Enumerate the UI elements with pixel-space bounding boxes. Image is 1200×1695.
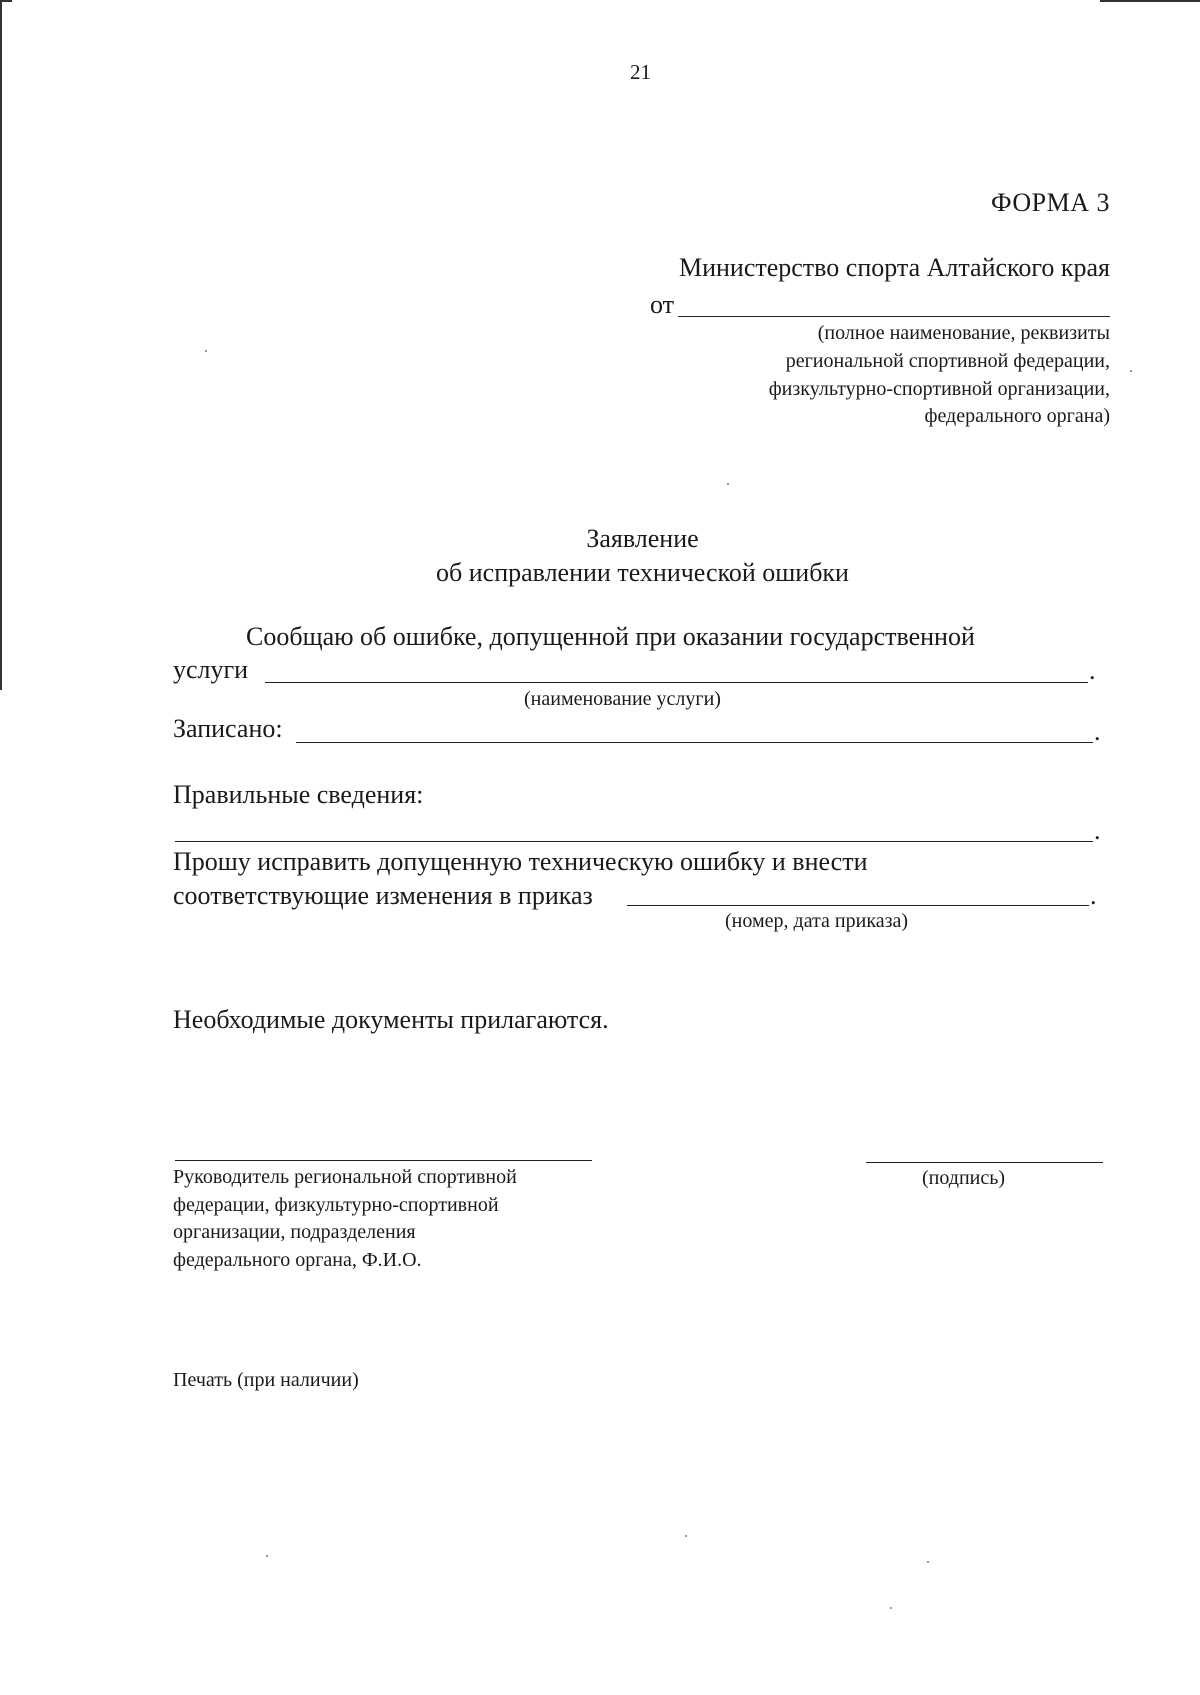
documents-attached-text: Необходимые документы прилагаются.: [173, 1005, 609, 1034]
from-label: от: [650, 290, 675, 319]
signature-blank-line: [866, 1162, 1103, 1163]
position-line: федерации, физкультурно-спортивной: [173, 1194, 499, 1216]
position-line: Руководитель региональной спортивной: [173, 1166, 517, 1188]
recorded-label: Записано:: [173, 714, 283, 743]
service-hint: (наименование услуги): [524, 688, 721, 710]
correct-info-line-dot: .: [1094, 816, 1101, 845]
document-title: Заявление: [586, 524, 699, 553]
correct-info-blank-line: [175, 841, 1093, 842]
scan-speck: [685, 1535, 687, 1537]
name-blank-line: [175, 1160, 592, 1161]
signature-hint: (подпись): [922, 1167, 1006, 1189]
recorded-line-dot: .: [1094, 717, 1101, 746]
document-subtitle: об исправлении технической ошибки: [436, 558, 849, 587]
order-line-dot: .: [1090, 881, 1097, 910]
form-label: ФОРМА 3: [991, 188, 1110, 217]
scan-edge-top: [0, 0, 12, 2]
addressee: Министерство спорта Алтайского края: [678, 253, 1110, 282]
from-hint-line: федерального органа): [924, 405, 1110, 427]
scan-edge-top-right: [1100, 0, 1200, 2]
from-hint-line: физкультурно-спортивной организации,: [768, 378, 1110, 400]
request-text-continued: соответствующие изменения в приказ: [173, 881, 593, 910]
position-line: организации, подразделения: [173, 1221, 416, 1243]
scan-speck: [1130, 370, 1132, 372]
position-line: федерального органа, Ф.И.О.: [173, 1249, 422, 1271]
page-number: 21: [630, 60, 651, 84]
service-line-dot: .: [1089, 656, 1096, 685]
order-hint: (номер, дата приказа): [725, 910, 909, 932]
from-hint-line: региональной спортивной федерации,: [785, 350, 1110, 372]
scan-speck: [927, 1561, 929, 1563]
correct-info-label: Правильные сведения:: [173, 780, 424, 809]
from-blank-line: [678, 316, 1110, 317]
from-hint-line: (полное наименование, реквизиты: [817, 322, 1110, 344]
report-text: Сообщаю об ошибке, допущенной при оказании государственной: [246, 622, 975, 651]
scan-speck: [890, 1607, 892, 1609]
scan-speck: [727, 483, 729, 485]
service-label: услуги: [173, 655, 249, 684]
stamp-label: Печать (при наличии): [173, 1369, 359, 1391]
scan-speck: [266, 1555, 268, 1557]
recorded-blank-line: [296, 742, 1093, 743]
scan-speck: [205, 350, 207, 352]
service-blank-line: [265, 682, 1088, 683]
order-blank-line: [627, 905, 1089, 906]
request-text: Прошу исправить допущенную техническую ошибку и внести: [173, 847, 868, 876]
